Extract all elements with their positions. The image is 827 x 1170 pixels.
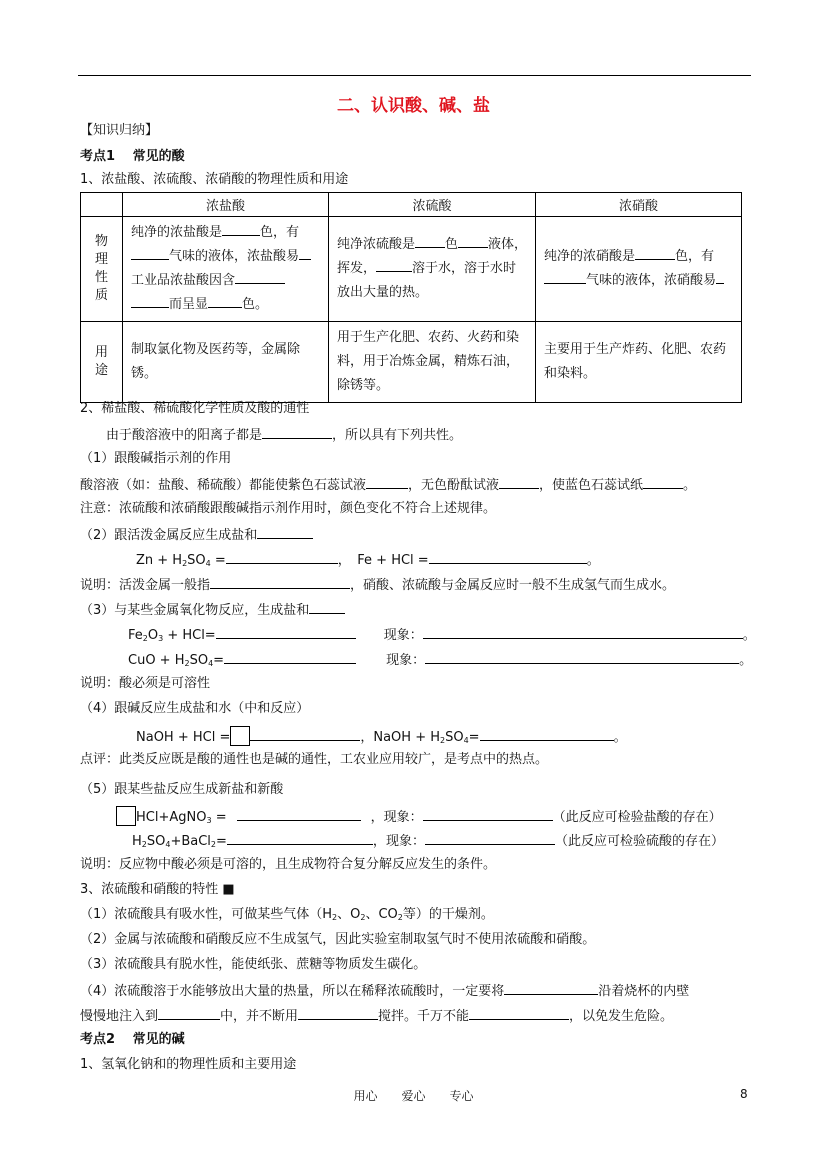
section-4-heading: 1、氢氧化钠和的物理性质和主要用途 xyxy=(80,1057,297,1072)
section-1-heading: 1、浓盐酸、浓硫酸、浓硝酸的物理性质和用途 xyxy=(80,172,349,187)
section-3-item-4-cont: 慢慢地注入到 中，并不断用 搅拌。千万不能 ，以免发生危险。 xyxy=(80,1009,674,1024)
property-2-equations: $Zn + H_2SO_4$ = ， Fe + HCl = 。 xyxy=(136,553,600,568)
header-hno3: 浓硝酸 xyxy=(536,193,742,217)
cell-hcl-physical: 纯净的浓盐酸是 色，有 气味的液体，浓盐酸易 工业品浓盐酸因含 而呈显 色。 xyxy=(123,217,329,322)
cell-hno3-physical: 纯净的浓硝酸是 色，有 气味的液体，浓硝酸易 xyxy=(536,217,742,322)
property-1-text: 酸溶液（如：盐酸、稀硫酸）都能使紫色石蕊试液 ，无色酚酞试液 ，使蓝色石蕊试纸 。 xyxy=(80,478,697,493)
header-rule xyxy=(78,75,751,76)
answer-box xyxy=(116,806,136,826)
page-number: 8 xyxy=(740,1087,748,1101)
property-2-heading: （2）跟活泼金属反应生成盐和 xyxy=(80,526,313,544)
property-3-heading: （3）与某些金属氧化物反应，生成盐和 xyxy=(80,601,345,619)
knowledge-heading: 【知识归纳】 xyxy=(80,123,159,138)
section-3-item-3: （3）浓硫酸具有脱水性，能使纸张、蔗糖等物质发生碳化。 xyxy=(80,957,427,972)
page-title: 二、认识酸、碱、盐 xyxy=(337,96,490,116)
row-head-uses: 用途 xyxy=(81,322,123,403)
section-3-item-1: （1）浓硫酸具有吸水性，可做某些气体（$H_2$、$O_2$、$CO_2$等）的干燥剂。 xyxy=(80,907,494,922)
answer-box xyxy=(230,726,250,746)
property-1-heading: （1）跟酸碱指示剂的作用 xyxy=(80,451,232,466)
property-3-note: 说明：酸必须是可溶性 xyxy=(80,676,211,691)
section-2-intro: 由于酸溶液中的阳离子都是 ，所以具有下列共性。 xyxy=(106,428,463,443)
topic-1-heading: 考点1 常见的酸 xyxy=(80,149,185,164)
page-footer: 用心 爱心 专心 xyxy=(353,1089,474,1103)
table-row-uses xyxy=(81,322,742,403)
section-2-heading: 2、稀盐酸、稀硫酸化学性质及酸的通性 xyxy=(80,401,310,416)
property-5-equation-1: HCl+AgNO$_3$ = ，现象： （此反应可检验盐酸的存在） xyxy=(116,806,722,826)
property-4-equations: NaOH + HCl = ，NaOH + $H_2SO_4=$ 。 xyxy=(136,726,627,746)
property-1-note: 注意：浓硫酸和浓硝酸跟酸碱指示剂作用时，颜色变化不符合上述规律。 xyxy=(80,501,497,516)
cell-hcl-uses: 制取氯化物及医药等，金属除锈。 xyxy=(123,322,329,403)
section-3-heading: 3、浓硫酸和硝酸的特性 ■ xyxy=(80,882,235,897)
cell-hno3-uses: 主要用于生产炸药、化肥、农药和染料。 xyxy=(536,322,742,403)
property-3-equation-1: $Fe_2O_3 + HCl=$ 现象： 。 xyxy=(128,628,756,643)
property-5-note: 说明：反应物中酸必须是可溶的，且生成物符合复分解反应发生的条件。 xyxy=(80,857,497,872)
property-4-comment: 点评：此类反应既是酸的通性也是碱的通性，工农业应用较广，是考点中的热点。 xyxy=(80,752,549,767)
table-header-row xyxy=(81,193,742,217)
property-4-heading: （4）跟碱反应生成盐和水（中和反应） xyxy=(80,701,310,716)
header-hcl: 浓盐酸 xyxy=(123,193,329,217)
table-row-physical xyxy=(81,217,742,322)
topic-2-heading: 考点2 常见的碱 xyxy=(80,1032,185,1047)
section-3-item-4: （4）浓硫酸溶于水能够放出大量的热量，所以在稀释浓硫酸时，一定要将 沿着烧杯的内壁 xyxy=(80,984,690,999)
section-3-item-2: （2）金属与浓硫酸和硝酸反应不生成氢气，因此实验室制取氢气时不使用浓硫酸和硝酸。 xyxy=(80,932,596,947)
row-head-physical: 物理性质 xyxy=(81,217,123,322)
cell-h2so4-physical: 纯净浓硫酸是 色 液体， 挥发， 溶于水，溶于水时 放出大量的热。 xyxy=(329,217,536,322)
acid-properties-table xyxy=(80,192,742,403)
property-5-heading: （5）跟某些盐反应生成新盐和新酸 xyxy=(80,782,284,797)
property-3-equation-2: CuO + $H_2SO_4=$ 现象： 。 xyxy=(128,653,753,668)
property-5-equation-2: $H_2SO_4+BaCl_2=$ ，现象： （此反应可检验硫酸的存在） xyxy=(132,834,724,849)
header-h2so4: 浓硫酸 xyxy=(329,193,536,217)
cell-h2so4-uses: 用于生产化肥、农药、火药和染料，用于冶炼金属，精炼石油，除锈等。 xyxy=(329,322,536,403)
property-2-note: 说明：活泼金属一般指 ，硝酸、浓硫酸与金属反应时一般不生成氢气而生成水。 xyxy=(80,578,676,593)
